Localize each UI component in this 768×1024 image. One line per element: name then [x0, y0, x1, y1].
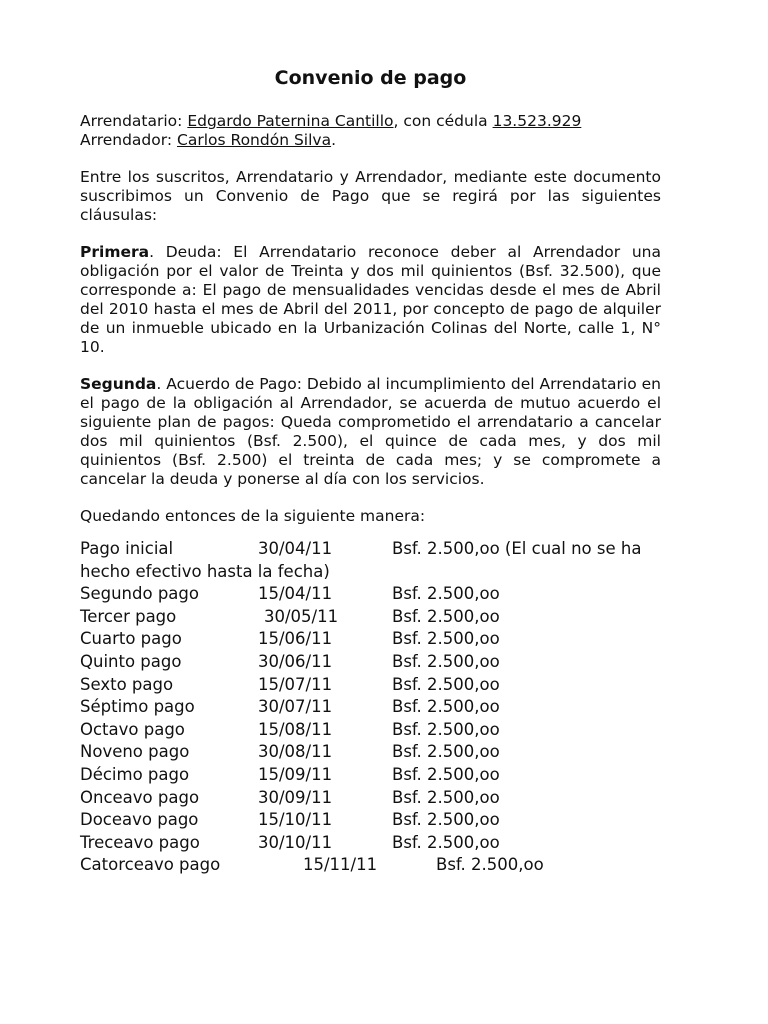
clause-primera-text: . Deuda: El Arrendatario reconoce deber al Arrendador una obligación por el valor de Treinta y dos mil quinientos (Bsf. 32.500), que corresponde a: El pago de mensualidades vencidas desde el mes de Abril del 2010 hasta el mes de Abril del 2011, por concepto de pago de alquiler de un inmueble ubicado en la Urbanización Colinas del Norte, calle 1, N° 10.	[80, 243, 661, 356]
arrendador-label: Arrendador:	[80, 131, 178, 149]
clause-segunda-text: . Acuerdo de Pago: Debido al incumplimiento del Arrendatario en el pago de la obligación al Arrendador, se acuerda de mutuo acuerdo el siguiente plan de pagos: Queda comprometido el arrendatario a cancelar dos mil quinientos (Bsf. 2.500), el quince de cada mes, y dos mil quinientos (Bsf. 2.500) el treinta de cada mes; y se compromete a cancelar la deuda y ponerse al día con los servicios.	[80, 375, 661, 488]
payment-amount: Bsf. 2.500,oo	[392, 832, 500, 852]
payment-name: Pago inicial	[80, 539, 174, 558]
payment-name: Onceavo pago	[80, 787, 200, 807]
payment-amount: Bsf. 2.500,oo	[392, 810, 500, 830]
cedula-number: 13.523.929	[492, 112, 582, 130]
schedule-row	[80, 764, 661, 787]
payment-name: Séptimo pago	[80, 697, 195, 717]
payment-name: Octavo pago	[80, 719, 185, 739]
arrendador-line	[80, 131, 661, 150]
payment-amount: Bsf. 2.500,oo	[392, 697, 500, 717]
schedule-row-first-continuation: hecho efectivo hasta la fecha)	[80, 561, 330, 581]
schedule-row	[80, 674, 661, 697]
schedule-row	[80, 719, 661, 742]
payment-date: 15/06/11	[258, 629, 333, 649]
schedule-row	[80, 741, 661, 764]
payment-name: Segundo pago	[80, 584, 199, 604]
payment-name: Treceavo pago	[80, 832, 200, 852]
arrendador-end: .	[331, 131, 337, 149]
cedula-label: , con cédula	[393, 112, 493, 130]
payment-date: 30/06/11	[258, 651, 333, 671]
payment-amount: Bsf. 2.500,oo	[392, 584, 500, 604]
payment-name: Tercer pago	[80, 606, 177, 626]
arrendatario-line	[80, 112, 661, 131]
payment-amount: Bsf. 2.500,oo	[392, 787, 500, 807]
schedule-row	[80, 583, 661, 606]
intro-paragraph: Entre los suscritos, Arrendatario y Arrendador, mediante este documento suscribimos un Convenio de Pago que se regirá por las siguientes cláusulas:	[80, 168, 661, 224]
payment-date: 30/08/11	[258, 742, 333, 762]
payment-amount: Bsf. 2.500,oo	[392, 651, 500, 671]
payment-date: 15/08/11	[258, 719, 333, 739]
payment-amount: Bsf. 2.500,oo (El cual no se ha	[392, 539, 642, 558]
schedule-row-first	[80, 538, 661, 561]
payment-name: Doceavo pago	[80, 810, 199, 830]
schedule-row	[80, 606, 661, 629]
payment-amount: Bsf. 2.500,oo	[392, 629, 500, 649]
payment-name: Sexto pago	[80, 674, 174, 694]
payment-amount: Bsf. 2.500,oo	[392, 674, 500, 694]
clause-segunda-label: Segunda	[80, 375, 157, 393]
payment-date: 30/05/11	[264, 606, 339, 626]
payment-schedule	[80, 538, 661, 877]
payment-name: Quinto pago	[80, 651, 182, 671]
document-page	[80, 66, 661, 877]
schedule-row	[80, 696, 661, 719]
payment-date: 15/07/11	[258, 674, 333, 694]
clause-segunda	[80, 375, 661, 489]
schedule-row	[80, 854, 661, 877]
payment-name: Décimo pago	[80, 764, 190, 784]
payment-date: 15/10/11	[258, 810, 333, 830]
clause-primera	[80, 243, 661, 357]
payment-name: Noveno pago	[80, 742, 190, 762]
schedule-row	[80, 809, 661, 832]
payment-amount: Bsf. 2.500,oo	[392, 606, 500, 626]
payment-date: 15/11/11	[303, 855, 378, 875]
schedule-intro: Quedando entonces de la siguiente manera:	[80, 507, 426, 525]
payment-date: 15/09/11	[258, 764, 333, 784]
payment-name: Cuarto pago	[80, 629, 182, 649]
payment-amount: Bsf. 2.500,oo	[392, 742, 500, 762]
schedule-row	[80, 787, 661, 810]
payment-date: 30/07/11	[258, 697, 333, 717]
payment-date: 30/10/11	[258, 832, 333, 852]
payment-date: 30/04/11	[258, 539, 333, 558]
schedule-row	[80, 628, 661, 651]
payment-name: Catorceavo pago	[80, 855, 221, 875]
schedule-row	[80, 832, 661, 855]
arrendatario-name: Edgardo Paternina Cantillo	[187, 112, 394, 130]
payment-amount: Bsf. 2.500,oo	[436, 855, 544, 875]
payment-amount: Bsf. 2.500,oo	[392, 764, 500, 784]
payment-amount: Bsf. 2.500,oo	[392, 719, 500, 739]
parties-block	[80, 112, 661, 150]
schedule-row	[80, 651, 661, 674]
arrendador-name: Carlos Rondón Silva	[177, 131, 332, 149]
payment-date: 30/09/11	[258, 787, 333, 807]
payment-date: 15/04/11	[258, 584, 333, 604]
clause-primera-label: Primera	[80, 243, 150, 261]
arrendatario-label: Arrendatario:	[80, 112, 188, 130]
document-title: Convenio de pago	[274, 67, 467, 89]
